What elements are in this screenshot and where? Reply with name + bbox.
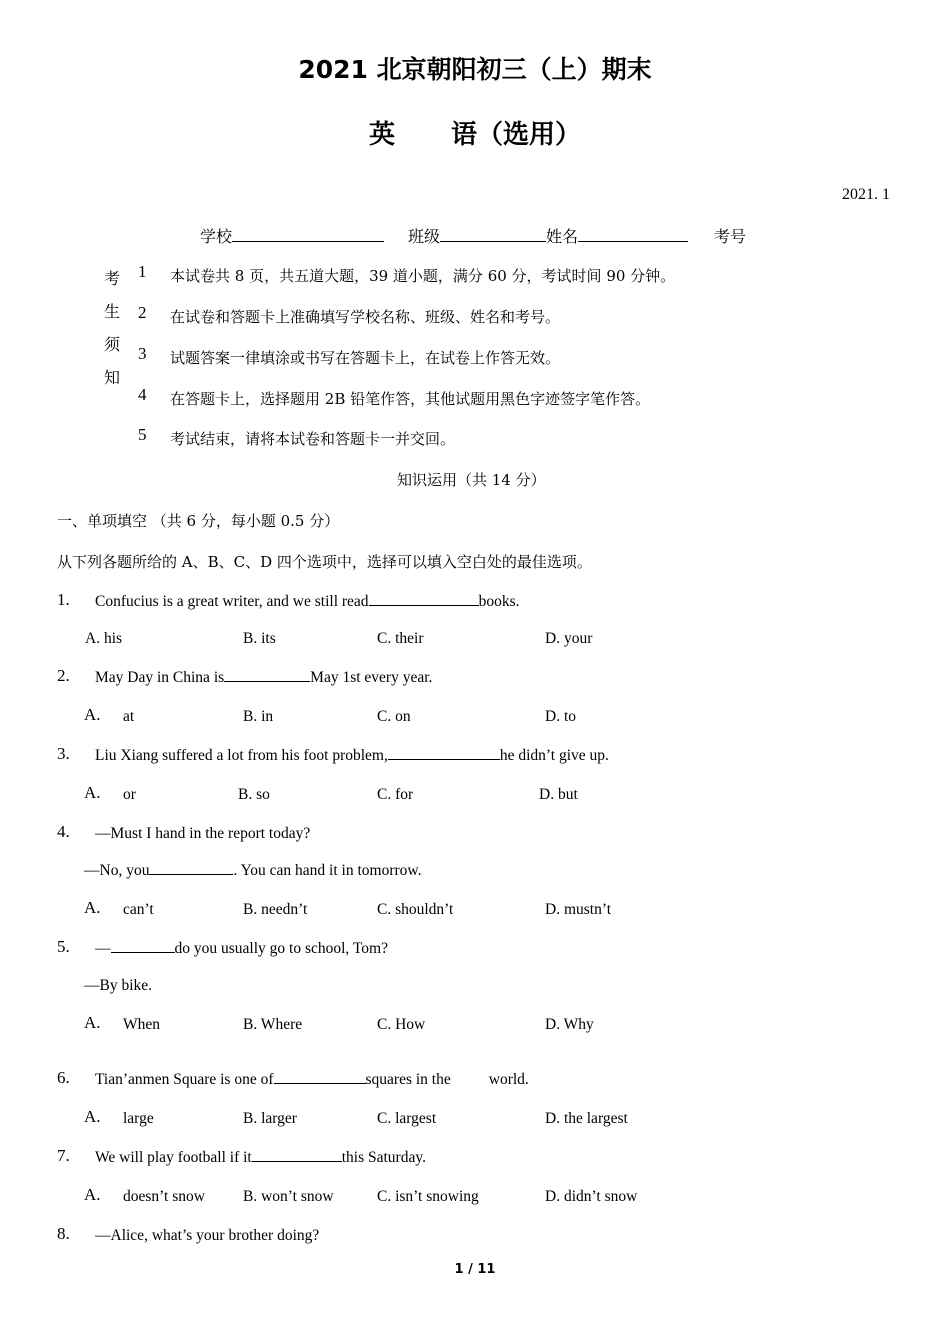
option-a[interactable]: large: [123, 1110, 154, 1127]
option-a[interactable]: or: [123, 786, 136, 803]
option-a-marker: A.: [84, 705, 101, 724]
option-d[interactable]: D. but: [539, 786, 578, 803]
question-number: 2.: [57, 666, 70, 685]
option-a-marker: A.: [84, 783, 101, 802]
notice-side-char: 知: [104, 370, 121, 387]
option-c[interactable]: C. largest: [377, 1110, 437, 1127]
exam-date: 2021. 1: [842, 186, 890, 203]
option-d[interactable]: D. the largest: [545, 1110, 628, 1127]
option-d[interactable]: D. Why: [545, 1016, 594, 1033]
notice-text: 试题答案一律填涂或书写在答题卡上，在试卷上作答无效。: [170, 349, 561, 367]
question-text: Confucius is a great writer, and we still read books.: [95, 593, 520, 610]
exam-no-label: 考号: [714, 229, 747, 246]
question-text: Liu Xiang suffered a lot from his foot problem, he didn’t give up.: [95, 747, 609, 764]
option-b[interactable]: B. in: [243, 708, 274, 725]
page-number: 1 / 11: [454, 1262, 496, 1277]
question-number: 1.: [57, 590, 70, 609]
option-b[interactable]: B. so: [238, 786, 270, 803]
notice-text: 在试卷和答题卡上准确填写学校名称、班级、姓名和考号。: [170, 308, 561, 326]
notice-num: 2: [138, 303, 147, 322]
answer-blank: [149, 862, 233, 875]
question-number: 4.: [57, 822, 70, 841]
notice-side-char: 须: [104, 337, 121, 354]
section-instruction: 从下列各题所给的 A、B、C、D 四个选项中，选择可以填入空白处的最佳选项。: [57, 553, 592, 571]
question-number: 8.: [57, 1224, 70, 1243]
option-a-marker: A.: [84, 1013, 101, 1032]
option-c[interactable]: C. shouldn’t: [377, 901, 454, 918]
question-text: May Day in China is May 1st every year.: [95, 669, 433, 686]
notice-num: 5: [138, 425, 147, 444]
part-title: 知识运用（共 14 分）: [397, 471, 546, 489]
question-line2: —By bike.: [84, 977, 153, 994]
option-b[interactable]: B. needn’t: [243, 901, 308, 918]
option-d[interactable]: D. to: [545, 708, 576, 725]
option-c[interactable]: C. on: [377, 708, 411, 725]
question-number: 6.: [57, 1068, 70, 1087]
question-number: 3.: [57, 744, 70, 763]
option-a[interactable]: can’t: [123, 901, 154, 918]
notice-num: 3: [138, 344, 147, 363]
notice-num: 1: [138, 262, 147, 281]
question-line2: —No, you . You can hand it in tomorrow.: [84, 862, 422, 879]
option-c[interactable]: C. How: [377, 1016, 426, 1033]
question-number: 7.: [57, 1146, 70, 1165]
answer-blank: [274, 1071, 366, 1084]
option-a-marker: A.: [84, 1107, 101, 1126]
name-blank[interactable]: [578, 227, 688, 242]
subject-char-1: 英: [368, 120, 395, 150]
answer-blank: [369, 593, 479, 606]
class-label: 班级: [408, 229, 441, 246]
option-b[interactable]: B. Where: [243, 1016, 303, 1033]
option-c[interactable]: C. their: [377, 630, 424, 647]
notice-text: 考试结束，请将本试卷和答题卡一并交回。: [170, 430, 456, 448]
answer-blank: [252, 1149, 342, 1162]
option-d[interactable]: D. mustn’t: [545, 901, 612, 918]
notice-side-char: 生: [104, 304, 121, 321]
school-blank[interactable]: [232, 227, 384, 242]
answer-blank: [111, 940, 175, 953]
school-label: 学校: [200, 229, 233, 246]
option-a-marker: A.: [84, 898, 101, 917]
option-c[interactable]: C. isn’t snowing: [377, 1188, 479, 1205]
class-blank[interactable]: [440, 227, 546, 242]
notice-text: 在答题卡上，选择题用 2B 铅笔作答，其他试题用黑色字迹签字笔作答。: [170, 390, 651, 408]
option-b[interactable]: B. won’t snow: [243, 1188, 334, 1205]
subject-char-2: 语（选用）: [451, 120, 582, 150]
option-b[interactable]: B. its: [243, 630, 276, 647]
question-number: 5.: [57, 937, 70, 956]
name-label: 姓名: [546, 229, 579, 246]
option-a[interactable]: at: [123, 708, 135, 725]
page-title: 2021 北京朝阳初三（上）期末: [298, 55, 652, 84]
option-a[interactable]: A. his: [85, 630, 123, 647]
answer-blank: [224, 669, 310, 682]
answer-blank: [388, 747, 500, 760]
subject-title: [0, 114, 950, 151]
section-heading: 一、单项填空 （共 6 分，每小题 0.5 分）: [57, 512, 340, 530]
option-d[interactable]: D. your: [545, 630, 593, 647]
student-info-fields: [200, 224, 746, 247]
notice-num: 4: [138, 385, 147, 404]
question-text: Tian’anmen Square is one of squares in the world.: [95, 1071, 529, 1088]
question-text: — do you usually go to school, Tom?: [95, 940, 388, 957]
option-a[interactable]: When: [123, 1016, 161, 1033]
option-a-marker: A.: [84, 1185, 101, 1204]
option-c[interactable]: C. for: [377, 786, 414, 803]
question-text: —Must I hand in the report today?: [95, 825, 311, 842]
question-text: —Alice, what’s your brother doing?: [95, 1227, 320, 1244]
notice-text: 本试卷共 8 页，共五道大题，39 道小题，满分 60 分，考试时间 90 分钟。: [170, 267, 676, 285]
question-text: We will play football if it this Saturday.: [95, 1149, 426, 1166]
option-a[interactable]: doesn’t snow: [123, 1188, 205, 1205]
option-b[interactable]: B. larger: [243, 1110, 297, 1127]
notice-side-char: 考: [104, 271, 121, 288]
option-d[interactable]: D. didn’t snow: [545, 1188, 638, 1205]
